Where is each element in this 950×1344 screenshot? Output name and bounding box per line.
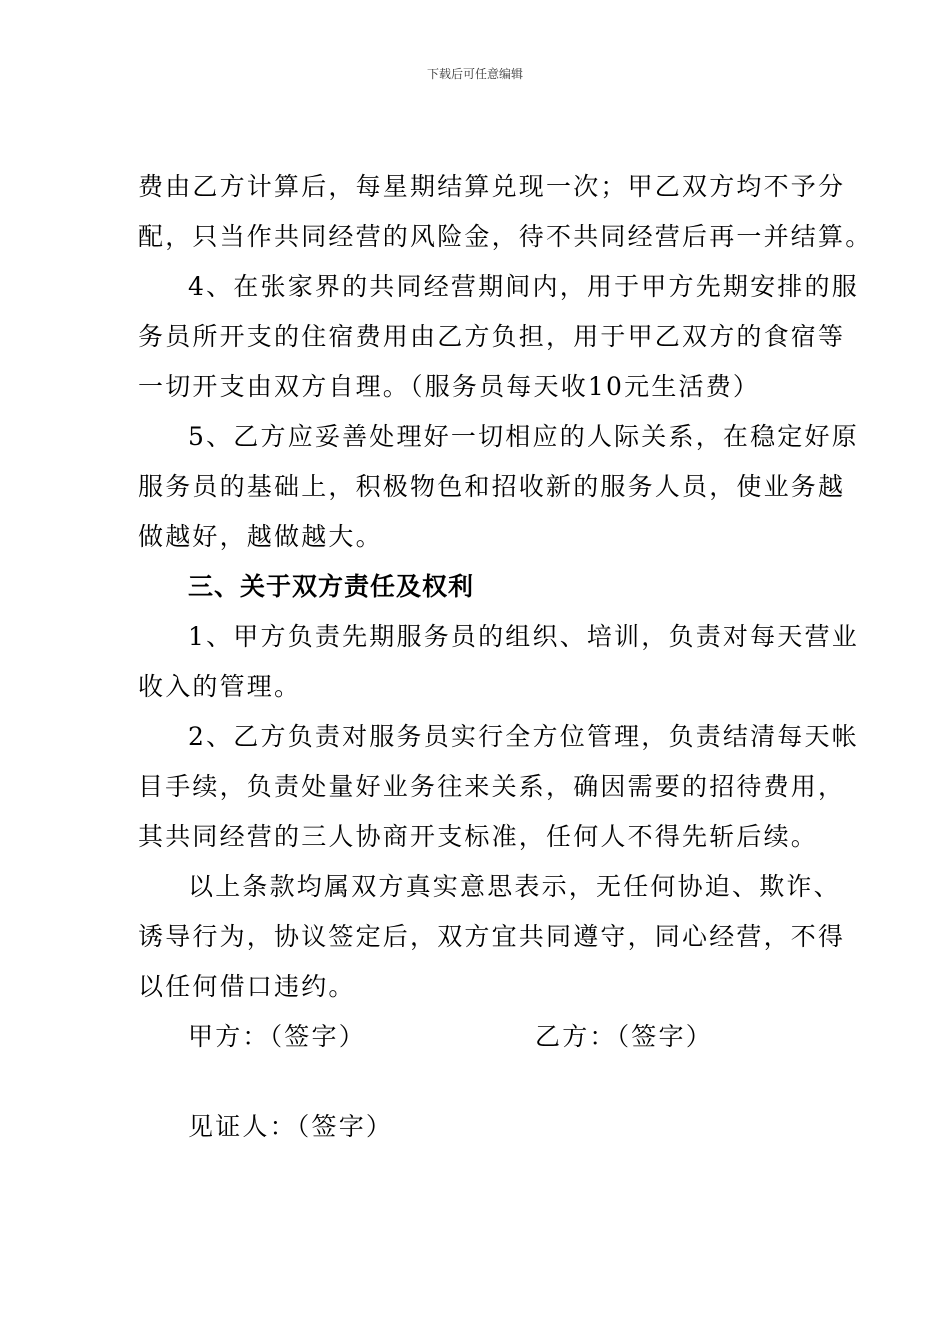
document-body [138,162,873,1152]
signature-row [138,1012,818,1062]
clause-1-line: 1、甲方负责先期服务员的组织、培训，负责对每天营业 [188,622,859,651]
paragraph-line: 收入的管理。 [138,672,302,701]
paragraph-line: 务员所开支的住宿费用由乙方负担，用于甲乙双方的食宿等 [138,322,846,351]
clause-4-line: 4、在张家界的共同经营期间内，用于甲方先期安排的服 [188,272,859,301]
spacer [138,1062,818,1102]
paragraph-line: 诱导行为，协议签定后，双方宜共同遵守，同心经营，不得 [138,922,846,951]
party-b-signature: 乙方：（签字） [535,1022,713,1051]
page-header: 下载后可任意编辑 [426,67,523,81]
paragraph-line: 费由乙方计算后，每星期结算兑现一次；甲乙双方均不予分 [138,172,846,201]
section-heading: 三、关于双方责任及权利 [188,572,475,601]
paragraph-line: 以任何借口违约。 [138,972,356,1001]
paragraph-line: 配，只当作共同经营的风险金，待不共同经营后再一并结算。 [138,222,873,251]
paragraph-line: 目手续，负责处量好业务往来关系，确因需要的招待费用， [138,772,846,801]
closing-statement-line: 以上条款均属双方真实意思表示，无任何协迫、欺诈、 [188,872,841,901]
paragraph-line: 做越好，越做越大。 [138,522,383,551]
party-a-signature: 甲方：（签字） [188,1022,366,1051]
paragraph-line: 一切开支由双方自理。（服务员每天收10元生活费） [138,372,761,401]
clause-5-line: 5、乙方应妥善处理好一切相应的人际关系，在稳定好原 [188,422,859,451]
clause-2-line: 2、乙方负责对服务员实行全方位管理，负责结清每天帐 [188,722,859,751]
paragraph-line: 其共同经营的三人协商开支标准，任何人不得先斩后续。 [138,822,819,851]
witness-signature: 见证人：（签字） [188,1112,394,1141]
paragraph-line: 服务员的基础上，积极物色和招收新的服务人员，使业务越 [138,472,846,501]
